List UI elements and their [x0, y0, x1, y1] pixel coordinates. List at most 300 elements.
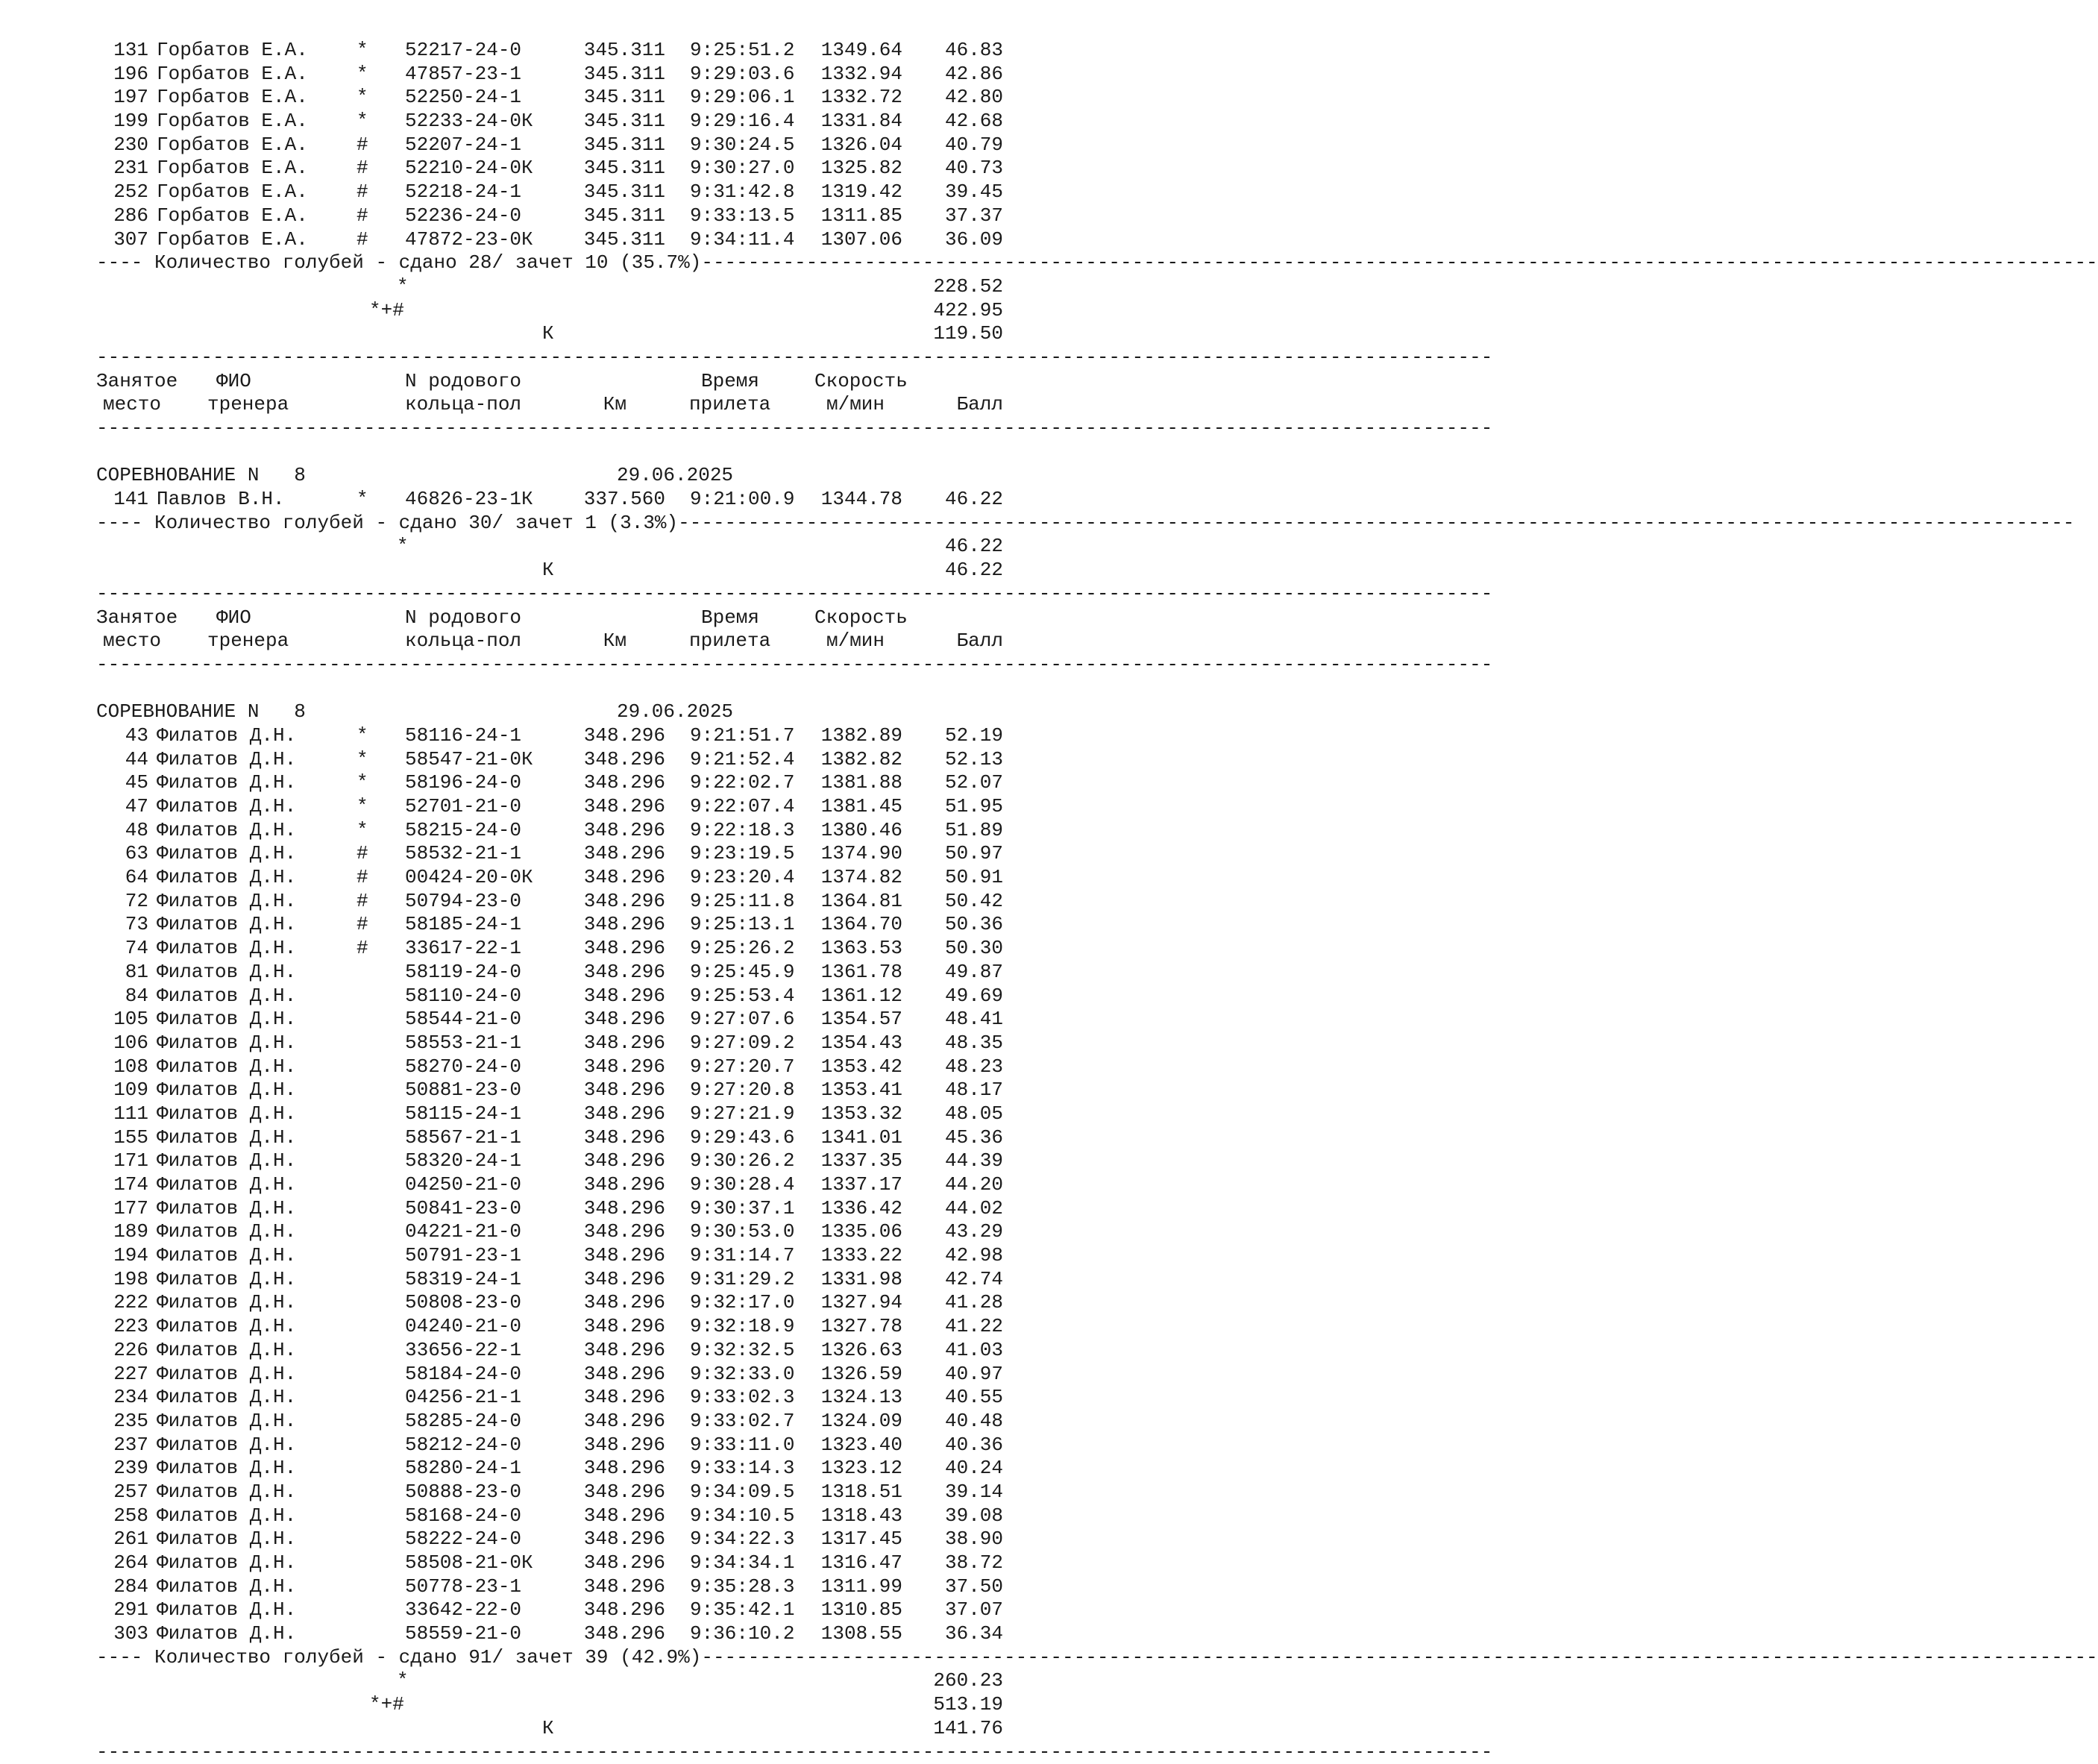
- table-row: [0, 866, 1234, 890]
- ring-number: 58270-24-0: [405, 1055, 521, 1079]
- ring-number: 52701-21-0: [405, 795, 521, 819]
- score: 52.07: [917, 771, 1003, 795]
- speed: 1361.78: [813, 961, 902, 985]
- score: 40.55: [917, 1386, 1003, 1410]
- score: 40.73: [917, 157, 1003, 181]
- table-row: [0, 1173, 1234, 1197]
- table-row: [0, 1244, 1234, 1268]
- fancier-name: Филатов Д.Н.: [157, 1410, 296, 1434]
- ring-number: 58184-24-0: [405, 1363, 521, 1387]
- mark: *: [357, 86, 368, 110]
- place: 230: [96, 134, 148, 157]
- place: 64: [96, 866, 148, 890]
- total-label: *: [397, 535, 409, 559]
- place: 237: [96, 1434, 148, 1457]
- fancier-name: Филатов Д.Н.: [157, 1102, 296, 1126]
- place: 109: [96, 1079, 148, 1102]
- score: 50.42: [917, 890, 1003, 914]
- table-row: [0, 134, 1234, 157]
- total-label: К: [542, 1717, 554, 1741]
- distance-km: 348.296: [567, 1055, 665, 1079]
- arrival-time: 9:35:42.1: [690, 1598, 794, 1622]
- speed: 1349.64: [813, 39, 902, 63]
- fancier-name: Филатов Д.Н.: [157, 1197, 296, 1221]
- table-row: [0, 1102, 1234, 1126]
- competition-label: СОРЕВНОВАНИЕ N 8: [96, 464, 306, 488]
- ring-number: 50841-23-0: [405, 1197, 521, 1221]
- table-row: [0, 1055, 1234, 1079]
- mark: #: [357, 842, 368, 866]
- score: 48.17: [917, 1079, 1003, 1102]
- distance-km: 345.311: [567, 228, 665, 252]
- speed: 1307.06: [813, 228, 902, 252]
- place: 258: [96, 1504, 148, 1528]
- score: 51.89: [917, 819, 1003, 843]
- place: 252: [96, 181, 148, 204]
- place: 106: [96, 1032, 148, 1055]
- place: 131: [96, 39, 148, 63]
- score: 48.23: [917, 1055, 1003, 1079]
- place: 74: [96, 937, 148, 961]
- distance-km: 348.296: [567, 1173, 665, 1197]
- total-label: К: [542, 322, 554, 346]
- speed: 1361.12: [813, 985, 902, 1008]
- score: 37.37: [917, 204, 1003, 228]
- fancier-name: Горбатов Е.А.: [157, 228, 308, 252]
- ring-number: 58222-24-0: [405, 1528, 521, 1551]
- total-row: [0, 535, 1234, 559]
- speed: 1324.09: [813, 1410, 902, 1434]
- fancier-name: Филатов Д.Н.: [157, 985, 296, 1008]
- score: 51.95: [917, 795, 1003, 819]
- table-row: [0, 748, 1234, 772]
- score: 38.90: [917, 1528, 1003, 1551]
- arrival-time: 9:22:18.3: [690, 819, 794, 843]
- speed: 1344.78: [813, 488, 902, 512]
- speed: 1364.81: [813, 890, 902, 914]
- total-row: [0, 322, 1234, 346]
- table-row: [0, 1575, 1234, 1599]
- blank: [0, 677, 1234, 701]
- arrival-time: 9:31:42.8: [690, 181, 794, 204]
- distance-km: 348.296: [567, 1268, 665, 1292]
- table-row: [0, 39, 1234, 63]
- distance-km: 348.296: [567, 1126, 665, 1150]
- distance-km: 345.311: [567, 157, 665, 181]
- speed: 1381.88: [813, 771, 902, 795]
- ring-number: 58185-24-1: [405, 913, 521, 937]
- speed: 1327.94: [813, 1291, 902, 1315]
- place: 231: [96, 157, 148, 181]
- speed: 1332.94: [813, 63, 902, 87]
- score: 39.14: [917, 1481, 1003, 1504]
- total-label: *: [397, 275, 409, 299]
- column-header-row: [0, 606, 1234, 630]
- rule: [0, 417, 1234, 441]
- arrival-time: 9:32:33.0: [690, 1363, 794, 1387]
- score: 39.08: [917, 1504, 1003, 1528]
- column-header-col2: ФИО: [216, 370, 251, 394]
- total-value: 513.19: [917, 1693, 1003, 1717]
- fancier-name: Филатов Д.Н.: [157, 1149, 296, 1173]
- total-row: [0, 559, 1234, 583]
- summary-line: [0, 1646, 1234, 1670]
- distance-km: 348.296: [567, 1008, 665, 1032]
- speed: 1331.98: [813, 1268, 902, 1292]
- distance-km: 345.311: [567, 63, 665, 87]
- score: 50.91: [917, 866, 1003, 890]
- distance-km: 348.296: [567, 866, 665, 890]
- place: 171: [96, 1149, 148, 1173]
- column-header-col7: Балл: [932, 393, 1003, 417]
- column-header-col2: ФИО: [216, 606, 251, 630]
- table-row: [0, 1457, 1234, 1481]
- arrival-time: 9:30:53.0: [690, 1220, 794, 1244]
- ring-number: 50778-23-1: [405, 1575, 521, 1599]
- ring-number: 50888-23-0: [405, 1481, 521, 1504]
- table-row: [0, 63, 1234, 87]
- total-value: 228.52: [917, 275, 1003, 299]
- fancier-name: Филатов Д.Н.: [157, 913, 296, 937]
- fancier-name: Филатов Д.Н.: [157, 1504, 296, 1528]
- column-header-col3: N родового: [405, 606, 521, 630]
- place: 84: [96, 985, 148, 1008]
- ring-number: 58559-21-0: [405, 1622, 521, 1646]
- fancier-name: Филатов Д.Н.: [157, 1598, 296, 1622]
- score: 44.02: [917, 1197, 1003, 1221]
- fancier-name: Филатов Д.Н.: [157, 724, 296, 748]
- ring-number: 52250-24-1: [405, 86, 521, 110]
- column-header-col1: Занятое: [96, 606, 178, 630]
- ring-number: 00424-20-0К: [405, 866, 533, 890]
- table-row: [0, 771, 1234, 795]
- score: 41.22: [917, 1315, 1003, 1339]
- mark: #: [357, 134, 368, 157]
- arrival-time: 9:21:52.4: [690, 748, 794, 772]
- place: 291: [96, 1598, 148, 1622]
- total-value: 260.23: [917, 1669, 1003, 1693]
- column-header-col4: Км: [582, 393, 626, 417]
- summary-rule: [96, 1646, 1003, 1670]
- ring-number: 47872-23-0К: [405, 228, 533, 252]
- table-row: [0, 1622, 1234, 1646]
- speed: 1353.41: [813, 1079, 902, 1102]
- column-header-col1: место: [103, 630, 161, 653]
- speed: 1333.22: [813, 1244, 902, 1268]
- distance-km: 348.296: [567, 1598, 665, 1622]
- speed: 1380.46: [813, 819, 902, 843]
- arrival-time: 9:29:03.6: [690, 63, 794, 87]
- score: 45.36: [917, 1126, 1003, 1150]
- place: 199: [96, 110, 148, 134]
- arrival-time: 9:25:11.8: [690, 890, 794, 914]
- distance-km: 348.296: [567, 1149, 665, 1173]
- total-row: [0, 1717, 1234, 1741]
- ring-number: 58215-24-0: [405, 819, 521, 843]
- distance-km: 348.296: [567, 1197, 665, 1221]
- score: 36.34: [917, 1622, 1003, 1646]
- distance-km: 345.311: [567, 110, 665, 134]
- table-row: [0, 913, 1234, 937]
- arrival-time: 9:29:06.1: [690, 86, 794, 110]
- score: 39.45: [917, 181, 1003, 204]
- ring-number: 46826-23-1К: [405, 488, 533, 512]
- table-row: [0, 1434, 1234, 1457]
- column-header-col5: Время: [701, 606, 759, 630]
- place: 45: [96, 771, 148, 795]
- place: 105: [96, 1008, 148, 1032]
- rule: [0, 1741, 1234, 1764]
- arrival-time: 9:33:11.0: [690, 1434, 794, 1457]
- mark: *: [357, 488, 368, 512]
- mark: *: [357, 39, 368, 63]
- score: 40.24: [917, 1457, 1003, 1481]
- column-header-col6: м/мин: [826, 630, 885, 653]
- arrival-time: 9:27:09.2: [690, 1032, 794, 1055]
- column-header-col2: тренера: [207, 630, 289, 653]
- score: 36.09: [917, 228, 1003, 252]
- fancier-name: Филатов Д.Н.: [157, 819, 296, 843]
- mark: *: [357, 110, 368, 134]
- summary-text: ---- Количество голубей - сдано 30/ зачет 1 (3.3%): [96, 512, 678, 534]
- mark: #: [357, 228, 368, 252]
- table-row: [0, 1504, 1234, 1528]
- speed: 1353.42: [813, 1055, 902, 1079]
- ring-number: 50791-23-1: [405, 1244, 521, 1268]
- fancier-name: Филатов Д.Н.: [157, 748, 296, 772]
- table-row: [0, 1363, 1234, 1387]
- place: 108: [96, 1055, 148, 1079]
- fancier-name: Горбатов Е.А.: [157, 181, 308, 204]
- ring-number: 04256-21-1: [405, 1386, 521, 1410]
- table-row: [0, 488, 1234, 512]
- ring-number: 58532-21-1: [405, 842, 521, 866]
- place: 261: [96, 1528, 148, 1551]
- place: 286: [96, 204, 148, 228]
- place: 63: [96, 842, 148, 866]
- column-header-col6: Скорость: [814, 606, 908, 630]
- fancier-name: Филатов Д.Н.: [157, 771, 296, 795]
- table-row: [0, 795, 1234, 819]
- arrival-time: 9:21:00.9: [690, 488, 794, 512]
- score: 52.19: [917, 724, 1003, 748]
- column-header-col1: место: [103, 393, 161, 417]
- speed: 1311.85: [813, 204, 902, 228]
- competition-heading: [0, 700, 1234, 724]
- arrival-time: 9:33:02.7: [690, 1410, 794, 1434]
- score: 40.36: [917, 1434, 1003, 1457]
- speed: 1326.63: [813, 1339, 902, 1363]
- score: 40.79: [917, 134, 1003, 157]
- column-header-col2: тренера: [207, 393, 289, 417]
- ring-number: 58567-21-1: [405, 1126, 521, 1150]
- fancier-name: Филатов Д.Н.: [157, 1268, 296, 1292]
- mark: *: [357, 771, 368, 795]
- dashed-rule: ------------------------------------------------------------------------------------------------------------------------: [96, 653, 1003, 677]
- total-value: 141.76: [917, 1717, 1003, 1741]
- ring-number: 50794-23-0: [405, 890, 521, 914]
- table-row: [0, 1386, 1234, 1410]
- ring-number: 58508-21-0К: [405, 1551, 533, 1575]
- arrival-time: 9:29:16.4: [690, 110, 794, 134]
- score: 48.35: [917, 1032, 1003, 1055]
- ring-number: 58547-21-0К: [405, 748, 533, 772]
- fancier-name: Горбатов Е.А.: [157, 39, 308, 63]
- speed: 1325.82: [813, 157, 902, 181]
- ring-number: 52207-24-1: [405, 134, 521, 157]
- distance-km: 348.296: [567, 748, 665, 772]
- place: 194: [96, 1244, 148, 1268]
- table-row: [0, 181, 1234, 204]
- mark: #: [357, 913, 368, 937]
- score: 50.97: [917, 842, 1003, 866]
- distance-km: 348.296: [567, 1386, 665, 1410]
- arrival-time: 9:30:27.0: [690, 157, 794, 181]
- ring-number: 58285-24-0: [405, 1410, 521, 1434]
- place: 239: [96, 1457, 148, 1481]
- fancier-name: Горбатов Е.А.: [157, 110, 308, 134]
- speed: 1336.42: [813, 1197, 902, 1221]
- arrival-time: 9:34:34.1: [690, 1551, 794, 1575]
- arrival-time: 9:32:17.0: [690, 1291, 794, 1315]
- place: 307: [96, 228, 148, 252]
- fancier-name: Филатов Д.Н.: [157, 1339, 296, 1363]
- fancier-name: Филатов Д.Н.: [157, 1291, 296, 1315]
- table-row: [0, 1481, 1234, 1504]
- table-row: [0, 1268, 1234, 1292]
- fancier-name: Филатов Д.Н.: [157, 1032, 296, 1055]
- arrival-time: 9:21:51.7: [690, 724, 794, 748]
- speed: 1308.55: [813, 1622, 902, 1646]
- column-header-col1: Занятое: [96, 370, 178, 394]
- distance-km: 348.296: [567, 724, 665, 748]
- table-row: [0, 724, 1234, 748]
- fancier-name: Филатов Д.Н.: [157, 1220, 296, 1244]
- fancier-name: Филатов Д.Н.: [157, 1315, 296, 1339]
- fancier-name: Филатов Д.Н.: [157, 1008, 296, 1032]
- place: 141: [96, 488, 148, 512]
- table-row: [0, 985, 1234, 1008]
- distance-km: 348.296: [567, 1622, 665, 1646]
- place: 264: [96, 1551, 148, 1575]
- score: 49.69: [917, 985, 1003, 1008]
- ring-number: 52233-24-0К: [405, 110, 533, 134]
- speed: 1311.99: [813, 1575, 902, 1599]
- ring-number: 52236-24-0: [405, 204, 521, 228]
- mark: #: [357, 890, 368, 914]
- place: 44: [96, 748, 148, 772]
- summary-dashes: ------------------------------------------------------------------------------------------------------------------------: [701, 1646, 2097, 1669]
- column-header-col5: прилета: [689, 630, 770, 653]
- fancier-name: Филатов Д.Н.: [157, 1363, 296, 1387]
- competition-heading: [0, 464, 1234, 488]
- ring-number: 04221-21-0: [405, 1220, 521, 1244]
- speed: 1326.59: [813, 1363, 902, 1387]
- arrival-time: 9:25:45.9: [690, 961, 794, 985]
- speed: 1326.04: [813, 134, 902, 157]
- arrival-time: 9:27:21.9: [690, 1102, 794, 1126]
- summary-text: ---- Количество голубей - сдано 28/ зачет 10 (35.7%): [96, 251, 701, 274]
- distance-km: 348.296: [567, 1410, 665, 1434]
- score: 42.98: [917, 1244, 1003, 1268]
- ring-number: 58553-21-1: [405, 1032, 521, 1055]
- summary-rule: [96, 512, 1003, 536]
- speed: 1324.13: [813, 1386, 902, 1410]
- speed: 1317.45: [813, 1528, 902, 1551]
- fancier-name: Филатов Д.Н.: [157, 937, 296, 961]
- distance-km: 348.296: [567, 1434, 665, 1457]
- speed: 1363.53: [813, 937, 902, 961]
- arrival-time: 9:34:11.4: [690, 228, 794, 252]
- table-row: [0, 1598, 1234, 1622]
- arrival-time: 9:25:13.1: [690, 913, 794, 937]
- distance-km: 348.296: [567, 1339, 665, 1363]
- score: 42.74: [917, 1268, 1003, 1292]
- speed: 1319.42: [813, 181, 902, 204]
- score: 44.39: [917, 1149, 1003, 1173]
- speed: 1318.43: [813, 1504, 902, 1528]
- place: 196: [96, 63, 148, 87]
- speed: 1374.90: [813, 842, 902, 866]
- table-row: [0, 1551, 1234, 1575]
- summary-text: ---- Количество голубей - сдано 91/ зачет 39 (42.9%): [96, 1646, 701, 1669]
- blank: [0, 441, 1234, 465]
- distance-km: 348.296: [567, 890, 665, 914]
- speed: 1382.82: [813, 748, 902, 772]
- fancier-name: Филатов Д.Н.: [157, 795, 296, 819]
- results-document: [0, 39, 1234, 1764]
- distance-km: 348.296: [567, 1315, 665, 1339]
- ring-number: 33617-22-1: [405, 937, 521, 961]
- ring-number: 47857-23-1: [405, 63, 521, 87]
- column-header-col3: N родового: [405, 370, 521, 394]
- speed: 1327.78: [813, 1315, 902, 1339]
- arrival-time: 9:30:28.4: [690, 1173, 794, 1197]
- distance-km: 348.296: [567, 1291, 665, 1315]
- score: 37.07: [917, 1598, 1003, 1622]
- score: 41.28: [917, 1291, 1003, 1315]
- fancier-name: Филатов Д.Н.: [157, 1079, 296, 1102]
- table-row: [0, 86, 1234, 110]
- arrival-time: 9:22:02.7: [690, 771, 794, 795]
- dashed-rule: ------------------------------------------------------------------------------------------------------------------------: [96, 417, 1003, 441]
- score: 40.97: [917, 1363, 1003, 1387]
- fancier-name: Горбатов Е.А.: [157, 63, 308, 87]
- ring-number: 58115-24-1: [405, 1102, 521, 1126]
- place: 73: [96, 913, 148, 937]
- fancier-name: Филатов Д.Н.: [157, 1575, 296, 1599]
- arrival-time: 9:25:53.4: [690, 985, 794, 1008]
- distance-km: 345.311: [567, 181, 665, 204]
- speed: 1337.17: [813, 1173, 902, 1197]
- place: 81: [96, 961, 148, 985]
- arrival-time: 9:29:43.6: [690, 1126, 794, 1150]
- mark: #: [357, 204, 368, 228]
- speed: 1331.84: [813, 110, 902, 134]
- arrival-time: 9:25:51.2: [690, 39, 794, 63]
- distance-km: 337.560: [567, 488, 665, 512]
- dashed-rule: ------------------------------------------------------------------------------------------------------------------------: [96, 346, 1003, 370]
- arrival-time: 9:33:13.5: [690, 204, 794, 228]
- table-row: [0, 1008, 1234, 1032]
- distance-km: 345.311: [567, 134, 665, 157]
- fancier-name: Филатов Д.Н.: [157, 1386, 296, 1410]
- place: 257: [96, 1481, 148, 1504]
- mark: *: [357, 795, 368, 819]
- place: 223: [96, 1315, 148, 1339]
- total-value: 46.22: [917, 559, 1003, 583]
- competition-date: 29.06.2025: [617, 700, 733, 724]
